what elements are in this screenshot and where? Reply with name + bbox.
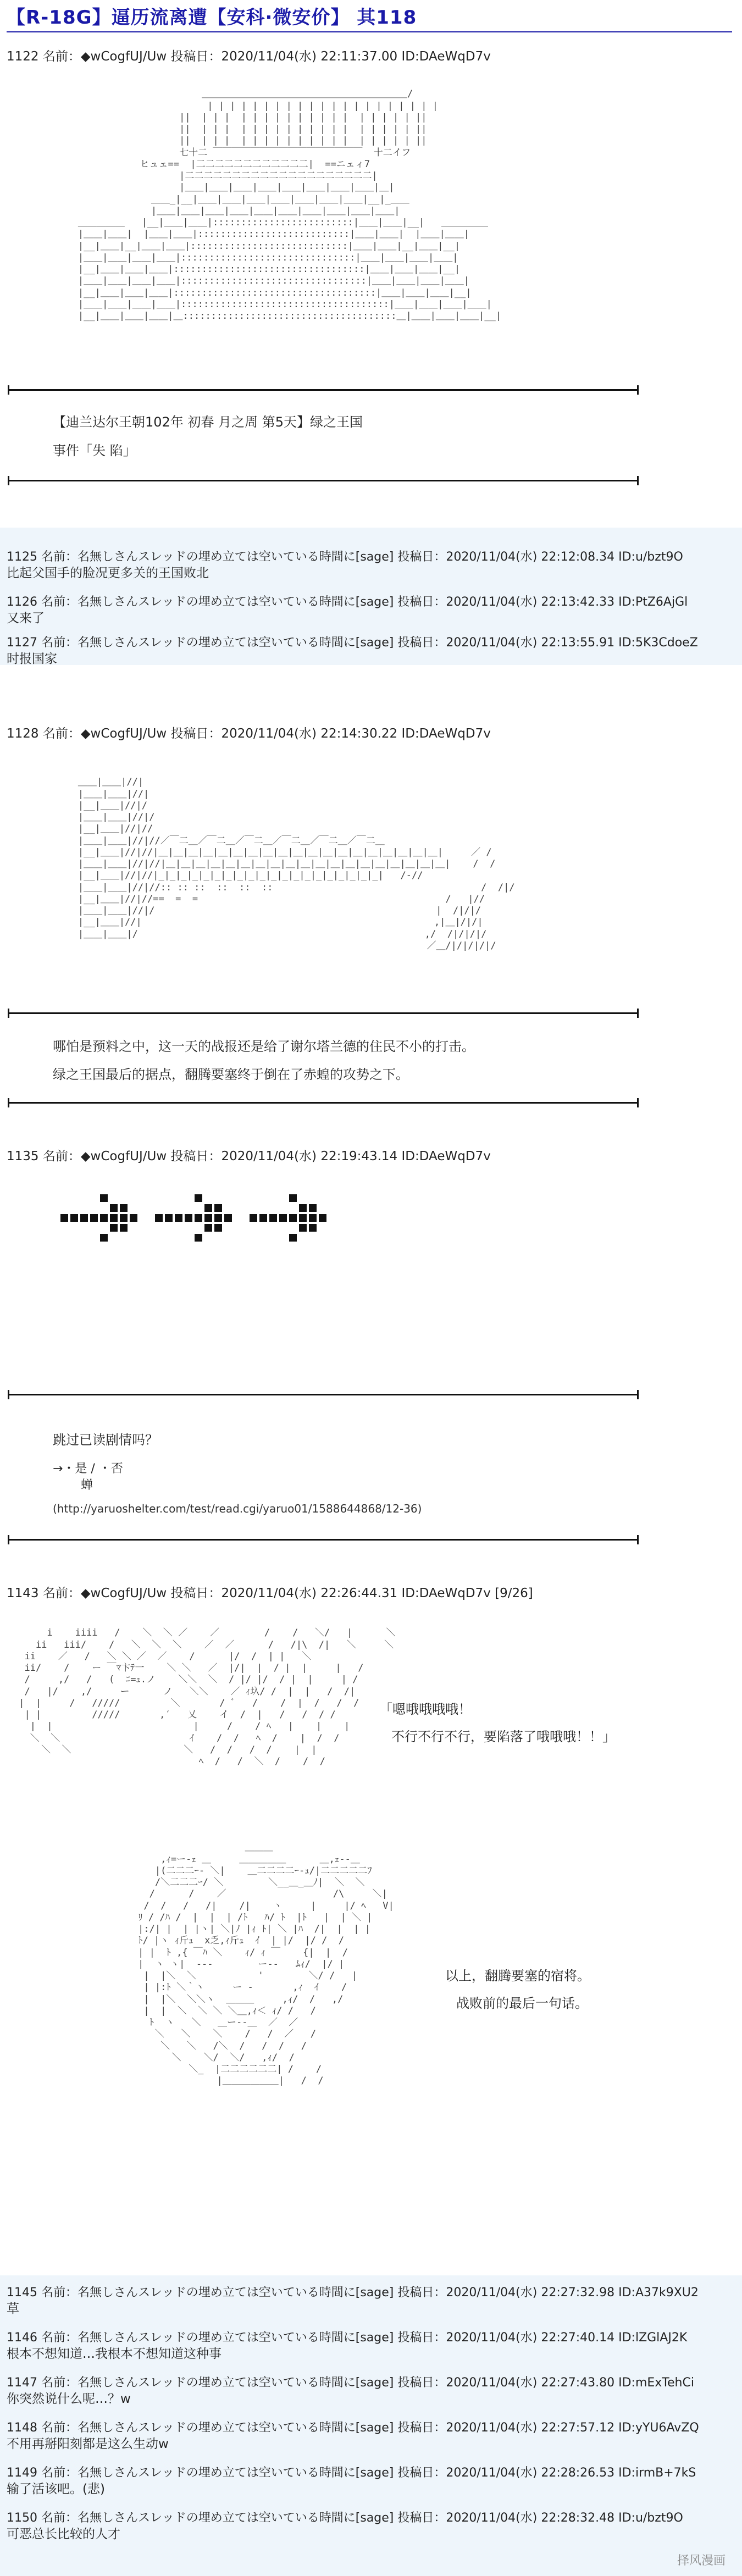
post-header-1127: 1127 名前：名無しさんスレッドの埋め立ては空いている時間に[sage] 投稿日：2020/11/04(水) 22:13:55.91 ID:5K3CdoeZ — [7, 636, 698, 650]
divider — [8, 1102, 639, 1104]
post-header-1135: 1135 名前：◆wCogfUJ/Uw 投稿日：2020/11/04(水) 22:19:43.14 ID:DAeWqD7v — [7, 1149, 491, 1164]
post-body-1127: 时报国家 — [7, 652, 57, 666]
post-header-1143: 1143 名前：◆wCogfUJ/Uw 投稿日：2020/11/04(水) 22:26:44.31 ID:DAeWqD7v [9/26] — [7, 1586, 533, 1600]
post-header-1125: 1125 名前：名無しさんスレッドの埋め立ては空いている時間に[sage] 投稿日：2020/11/04(水) 22:12:08.34 ID:u/bzt9O — [7, 550, 683, 564]
post-header-1122: 1122 名前：◆wCogfUJ/Uw 投稿日：2020/11/04(水) 22:11:37.00 ID:DAeWqD7v — [7, 49, 491, 64]
post-body-1126: 又来了 — [7, 611, 45, 625]
divider — [8, 1539, 639, 1541]
post-body-1125: 比起父国手的脸况更多关的王国败北 — [7, 566, 209, 580]
reply-group — [0, 2275, 742, 2576]
post-body-1145: 草 — [7, 2302, 19, 2316]
post-text-line: 【迪兰达尔王朝102年 初春 月之周 第5天】绿之王国 — [53, 414, 363, 430]
post-body-1148: 不用再掰阳刻都是这么生动w — [7, 2437, 169, 2451]
castle-ascii-art: ＿＿＿＿＿＿＿＿＿＿＿＿＿＿＿＿＿＿＿＿＿＿/ | | | | | | | | | | | | | | | | | | | | | || | | | | | | | | | | | | | | | | | | || || | | | | | | | | | | | | | | | | | | || || | | | | | | | | | | | | | | | | | | || 七十二 ￣￣￣￣￣￣￣￣￣￣￣￣￣￣￣￣ 十二イフ ヒュェ== |二二二二二二二二二二二二| ==ニェィ7 |二二二二二二二二二二二二二二二二二二二二| |＿＿|＿＿|＿＿|＿＿|＿＿|＿＿|＿＿|＿＿|＿| ＿＿_|__|＿＿|＿＿|＿＿|＿＿|＿＿|＿＿|＿＿|__|_＿＿ |＿＿|＿＿|＿＿|＿＿|＿＿|＿＿|＿＿|＿＿|＿＿|＿＿| ＿＿＿＿＿ |__|＿＿|＿＿|:::::::::::::::::::::::::|＿＿|＿＿|__| ＿＿＿＿＿ |＿＿|＿＿| |＿＿|＿＿|:::::::::::::::::::::::::::|＿＿|＿＿| |＿＿|＿＿| |__|＿＿|__|＿＿|＿＿|::::::::::::::::::::::::::::|＿＿|＿＿|__|＿＿|__| |＿＿|＿＿|＿＿|＿＿|:::::::::::::::::::::::::::::::|＿＿|＿＿|＿＿|＿＿| |__|＿＿|＿＿|＿＿|::::::::::::::::::::::::::::::::::|＿＿|＿＿|＿＿|__| |＿＿|＿＿|＿＿|＿＿|:::::::::::::::::::::::::::::::::|＿＿|＿＿|＿＿|＿＿| |__|＿＿|＿＿|＿＿|::::::::::::::::::::::::::::::::::::|＿＿|＿＿|＿＿|__| |＿＿|＿＿|＿＿|＿＿|:::::::::::::::::::::::::::::::::::::|＿＿|＿＿|＿＿|＿＿| |__|＿＿|＿＿|＿＿|＿::::::::::::::::::::::::::::::::::::::＿|＿＿|＿＿|＿＿|__| — [77, 88, 502, 322]
reply-group — [0, 528, 742, 665]
source-link[interactable]: (http://yaruoshelter.com/test/read.cgi/yaruo01/1588644868/12-36) — [53, 1502, 422, 1515]
post-body-1149: 输了活该吧。(悲) — [7, 2482, 105, 2496]
post-body-1147: 你突然说什么呢…？w — [7, 2392, 131, 2406]
fortress-wall-ascii-art: ＿＿|＿＿|//| |＿＿|＿＿|//| |__|＿＿|//|/ |＿＿|＿＿|//|/ |__|＿＿|//|// |＿＿|＿＿|//|//／￣二＿／￣二＿／￣二＿／￣二＿／￣二＿／￣二＿ |__|＿＿|//|//|＿|＿|＿|＿|＿|＿|＿|＿|＿|＿|＿|＿|＿|＿|＿|＿|＿|＿|＿| ／ / |＿＿|＿＿|//|//|＿|＿|＿|＿|＿|＿|＿|＿|＿|＿|＿|＿|＿|＿|＿|＿|＿|＿|＿| / / |__|＿＿|//|//|_|_|_|_|_|_|_|_|_|_|_|_|_|_|_|_|_|_|_|_| /-// |＿＿|＿＿|//|//:: :: :: :: :: :: / /|/ |__|＿＿|//|//== = = / |// |＿＿|＿＿|//|/ | /|/|/ |__|＿＿|//| ,|＿|/|/| |＿＿|＿＿|/ ,/ /|/|/|/ ／＿/|/|/|/|/ — [77, 777, 515, 951]
post-header-1149: 1149 名前：名無しさんスレッドの埋め立ては空いている時間に[sage] 投稿日：2020/11/04(水) 22:28:26.53 ID:irmB+7kS — [7, 2466, 696, 2480]
page-title: 【R-18G】逼历流离遭【安科·微安价】 其118 — [7, 2, 732, 32]
speech-line-2: 不行不行不行，要陷落了哦哦哦！！」 — [391, 1729, 616, 1744]
skip-options-sub: 蝉 — [53, 1478, 93, 1492]
speech-line-1: 「嗯哦哦哦哦！ — [379, 1702, 472, 1717]
divider — [8, 480, 639, 481]
post-header-1146: 1146 名前：名無しさんスレッドの埋め立ては空いている時間に[sage] 投稿日：2020/11/04(水) 22:27:40.14 ID:lZGlAJ2K — [7, 2331, 688, 2345]
divider — [8, 389, 639, 391]
divider — [8, 1012, 639, 1014]
post-header-1147: 1147 名前：名無しさんスレッドの埋め立ては空いている時間に[sage] 投稿日：2020/11/04(水) 22:27:43.80 ID:mExTehCi — [7, 2376, 694, 2390]
post-text-line: 哪怕是预料之中，这一天的战报还是给了谢尔塔兰德的住民不小的打击。 — [53, 1039, 475, 1054]
narration-line-2: 战败前的最后一句话。 — [456, 1996, 588, 2011]
watermark-text: 择风漫画 — [677, 2554, 726, 2568]
post-header-1126: 1126 名前：名無しさんスレッドの埋め立ては空いている時間に[sage] 投稿日：2020/11/04(水) 22:13:42.33 ID:PtZ6AjGl — [7, 595, 688, 609]
post-body-1146: 根本不想知道…我根本不想知道这种事 — [7, 2347, 222, 2361]
post-text-line: 绿之王国最后的据点，翻腾要塞终于倒在了赤蝗的攻势之下。 — [53, 1067, 409, 1082]
character-face-ascii-art: i iiii / ＼ ＼ ／ ／ / / ＼/ | ＼ ii iii/ / ＼ ＼ ＼ ／ ／ / /|\ /| ＼ ＼ ii ／ / ＼ ＼ ／ ／ / |/ / | | ＼ ii/ / ー ￣ﾏ卞ﾃ一 ＼ ＼ ／ |/| | / | | | / / ,/ / ( ﾆ=ｭ.ノ ＼＼ ＼ / |/ |/ / | | | / / |/ ,/ ー ノ ＼＼ ／ ｨ圦/ / | | / /| | | / ///// ＼ / ﾞ / / | / / / | | ///// ,′ 乂 イ / | / / / / | | | / / ﾍ | | | ＼ ＼ ｲ / / ﾍ / | / / ＼ ＼ ＼ / / / / | | ﾍ / / ＼ / / / — [19, 1627, 396, 1767]
narration-line-1: 以上，翻腾要塞的宿将。 — [445, 1968, 590, 1984]
post-header-1150: 1150 名前：名無しさんスレッドの埋め立ては空いている時間に[sage] 投稿日：2020/11/04(水) 22:28:32.48 ID:u/bzt9O — [7, 2511, 683, 2525]
post-header-1145: 1145 名前：名無しさんスレッドの埋め立ては空いている時間に[sage] 投稿日：2020/11/04(水) 22:27:32.98 ID:A37k9XU2 — [7, 2286, 699, 2300]
post-text-line: 事件「失 陷」 — [53, 443, 136, 458]
post-body-1150: 可恶总长比较的人才 — [7, 2527, 120, 2541]
divider — [8, 1394, 639, 1395]
skip-options[interactable]: →・是 / ・否 — [53, 1462, 123, 1476]
post-header-1148: 1148 名前：名無しさんスレッドの埋め立ては空いている時間に[sage] 投稿日：2020/11/04(水) 22:27:57.12 ID:yYU6AvZQ — [7, 2421, 699, 2435]
skip-arrows-icon — [60, 1194, 368, 1244]
skip-question: 跳过已读剧情吗？ — [53, 1432, 158, 1448]
character-body-ascii-art: ＿＿＿ ,ｨ=ー-ｪ ＿ ＿＿＿＿＿ ＿,ｪ--＿ |(二二二ｰ‐ ＼| ＿二二二二ｰ-ｭ/|二二二二二ﾌ /＼二二二ｰ/ ＼ ＼__＿_＿ﾉ| ＼ ＼ / / ／ /\ ＼| / / / /| /| ヽ | |/ ﾍ V| ﾘ / /ﾊ / | | | /ﾄ ﾊ/ ﾄ |ﾄ | | ＼ | |:/| | | |ヽ| ＼|ﾉ |ｨ ﾄ| ＼ |ﾊ /| | | | ﾄ/ |ヽ ｨ斤ｭ x乏,ｨ斤ｭ ｲ | |/ |/ / / | | ﾄ ,{ ￣ﾊ ＼ ｨ/ ｨ ￣ {| | / | ヽ ヽ| ‐-‐ ー-‐ ﾑｨ/ |/ | | |＼ ＼ ' ＼/ / | | |:ﾄ ＼｀ヽ ー ‐ ,ｨ ｲ / | |＼ ＼＼ヽ ＿＿＿ ,ｨ/ / ,/ | | ＼ ＼ ＼ ＼＿,ｨ＜ ｨ/ / / ﾄ ヽ ＼ ＿ー-‐＿ ／ ／ ＼ ＼ ＼ / / ／ / ＼ ＼ /＼ / / / / ＼ ＼/ ＼/ ,ｨ/ / ＼_ |二二二二二二| / / |＿＿＿＿＿＿| / / — [138, 1842, 394, 2087]
post-header-1128: 1128 名前：◆wCogfUJ/Uw 投稿日：2020/11/04(水) 22:14:30.22 ID:DAeWqD7v — [7, 727, 491, 741]
